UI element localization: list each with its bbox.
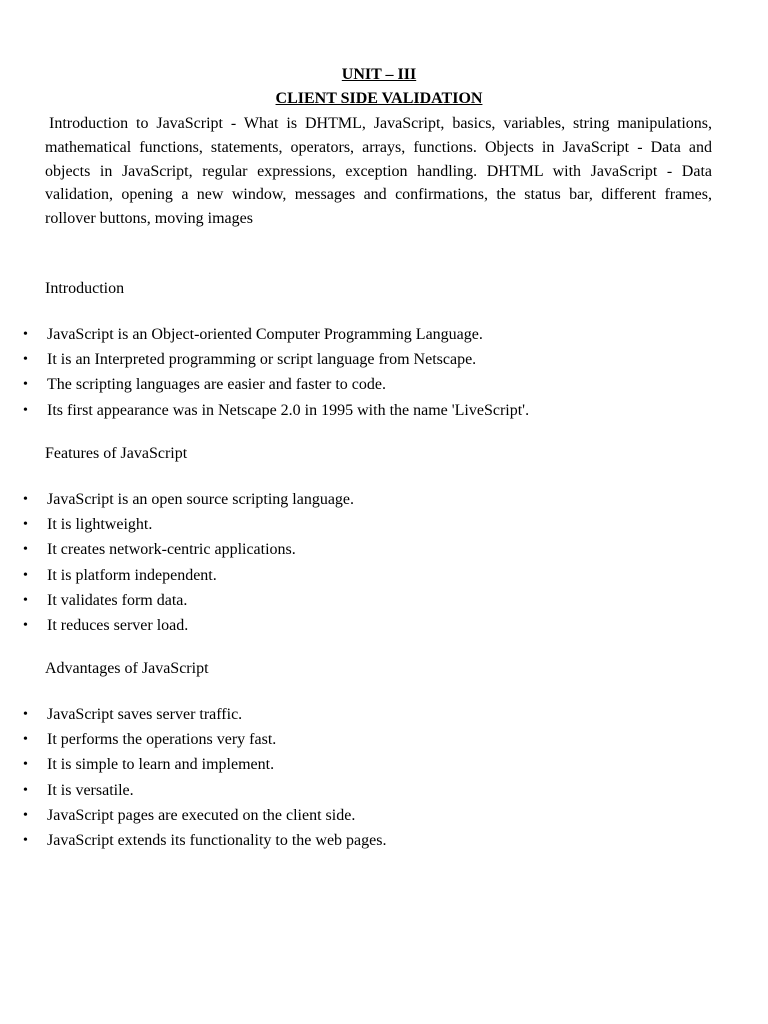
bullet-icon: • bbox=[23, 618, 28, 634]
list-item bbox=[0, 537, 740, 562]
bullet-icon: • bbox=[23, 517, 28, 533]
list-item bbox=[0, 727, 740, 752]
list-item-text: Its first appearance was in Netscape 2.0 in 1995 with the name 'LiveScript'. bbox=[47, 401, 530, 419]
bullet-icon: • bbox=[23, 757, 28, 773]
bullet-icon: • bbox=[23, 377, 28, 393]
list-item-text: It is lightweight. bbox=[47, 516, 153, 534]
bullet-icon: • bbox=[23, 327, 28, 342]
list-introduction bbox=[0, 322, 740, 423]
list-item-text: It reduces server load. bbox=[47, 617, 189, 635]
list-item-text: It is versatile. bbox=[47, 781, 134, 799]
section-heading-introduction: Introduction bbox=[45, 280, 125, 297]
list-item bbox=[0, 398, 740, 423]
list-item bbox=[0, 322, 740, 347]
section-heading-advantages: Advantages of JavaScript bbox=[45, 660, 209, 677]
list-item-text: JavaScript is an open source scripting language. bbox=[47, 491, 355, 508]
page-title: CLIENT SIDE VALIDATION bbox=[275, 90, 483, 107]
intro-paragraph: Introduction to JavaScript - What is DHTML, JavaScript, basics, variables, string manipulations, mathematical functions, statements, operators, arrays, functions. Objects in JavaScript - Data and objects in JavaScript, regular expressions, exception handling. DHTML with JavaScript - Data validation, opening a new window, messages and confirmations, the status bar, different frames, rollover buttons, moving images bbox=[45, 115, 712, 228]
list-item-text: It creates network-centric applications. bbox=[47, 541, 296, 559]
bullet-icon: • bbox=[23, 782, 28, 798]
list-item-text: The scripting languages are easier and faster to code. bbox=[47, 376, 386, 394]
list-item-text: JavaScript is an Object-oriented Computer Programming Language. bbox=[47, 326, 483, 343]
list-item-text: It is simple to learn and implement. bbox=[47, 756, 275, 774]
list-item-text: JavaScript saves server traffic. bbox=[47, 706, 243, 723]
unit-heading: UNIT – III bbox=[341, 66, 417, 83]
bullet-icon: • bbox=[23, 807, 28, 823]
bullet-icon: • bbox=[23, 402, 28, 418]
section-heading-features: Features of JavaScript bbox=[45, 445, 188, 462]
bullet-icon: • bbox=[23, 732, 28, 748]
bullet-icon: • bbox=[23, 542, 28, 558]
list-item bbox=[0, 372, 740, 397]
list-item-text: JavaScript pages are executed on the client side. bbox=[47, 806, 356, 824]
list-item-text: It is an Interpreted programming or script language from Netscape. bbox=[47, 351, 477, 369]
list-item bbox=[0, 803, 740, 828]
list-item bbox=[0, 752, 740, 777]
list-item-text: JavaScript extends its functionality to the web pages. bbox=[47, 832, 387, 850]
bullet-icon: • bbox=[23, 352, 28, 368]
bullet-icon: • bbox=[23, 567, 28, 583]
bullet-icon: • bbox=[23, 492, 28, 507]
list-item bbox=[0, 778, 740, 803]
list-item bbox=[0, 613, 740, 638]
bullet-icon: • bbox=[23, 833, 28, 849]
list-advantages bbox=[0, 702, 740, 853]
list-item bbox=[0, 828, 740, 853]
list-item bbox=[0, 702, 740, 727]
list-features bbox=[0, 487, 740, 638]
list-item bbox=[0, 512, 740, 537]
list-item bbox=[0, 563, 740, 588]
list-item-text: It performs the operations very fast. bbox=[47, 731, 277, 749]
list-item bbox=[0, 487, 740, 512]
list-item bbox=[0, 347, 740, 372]
bullet-icon: • bbox=[23, 707, 28, 722]
list-item-text: It validates form data. bbox=[47, 591, 188, 609]
list-item bbox=[0, 588, 740, 613]
list-item-text: It is platform independent. bbox=[47, 566, 217, 584]
bullet-icon: • bbox=[23, 592, 28, 608]
